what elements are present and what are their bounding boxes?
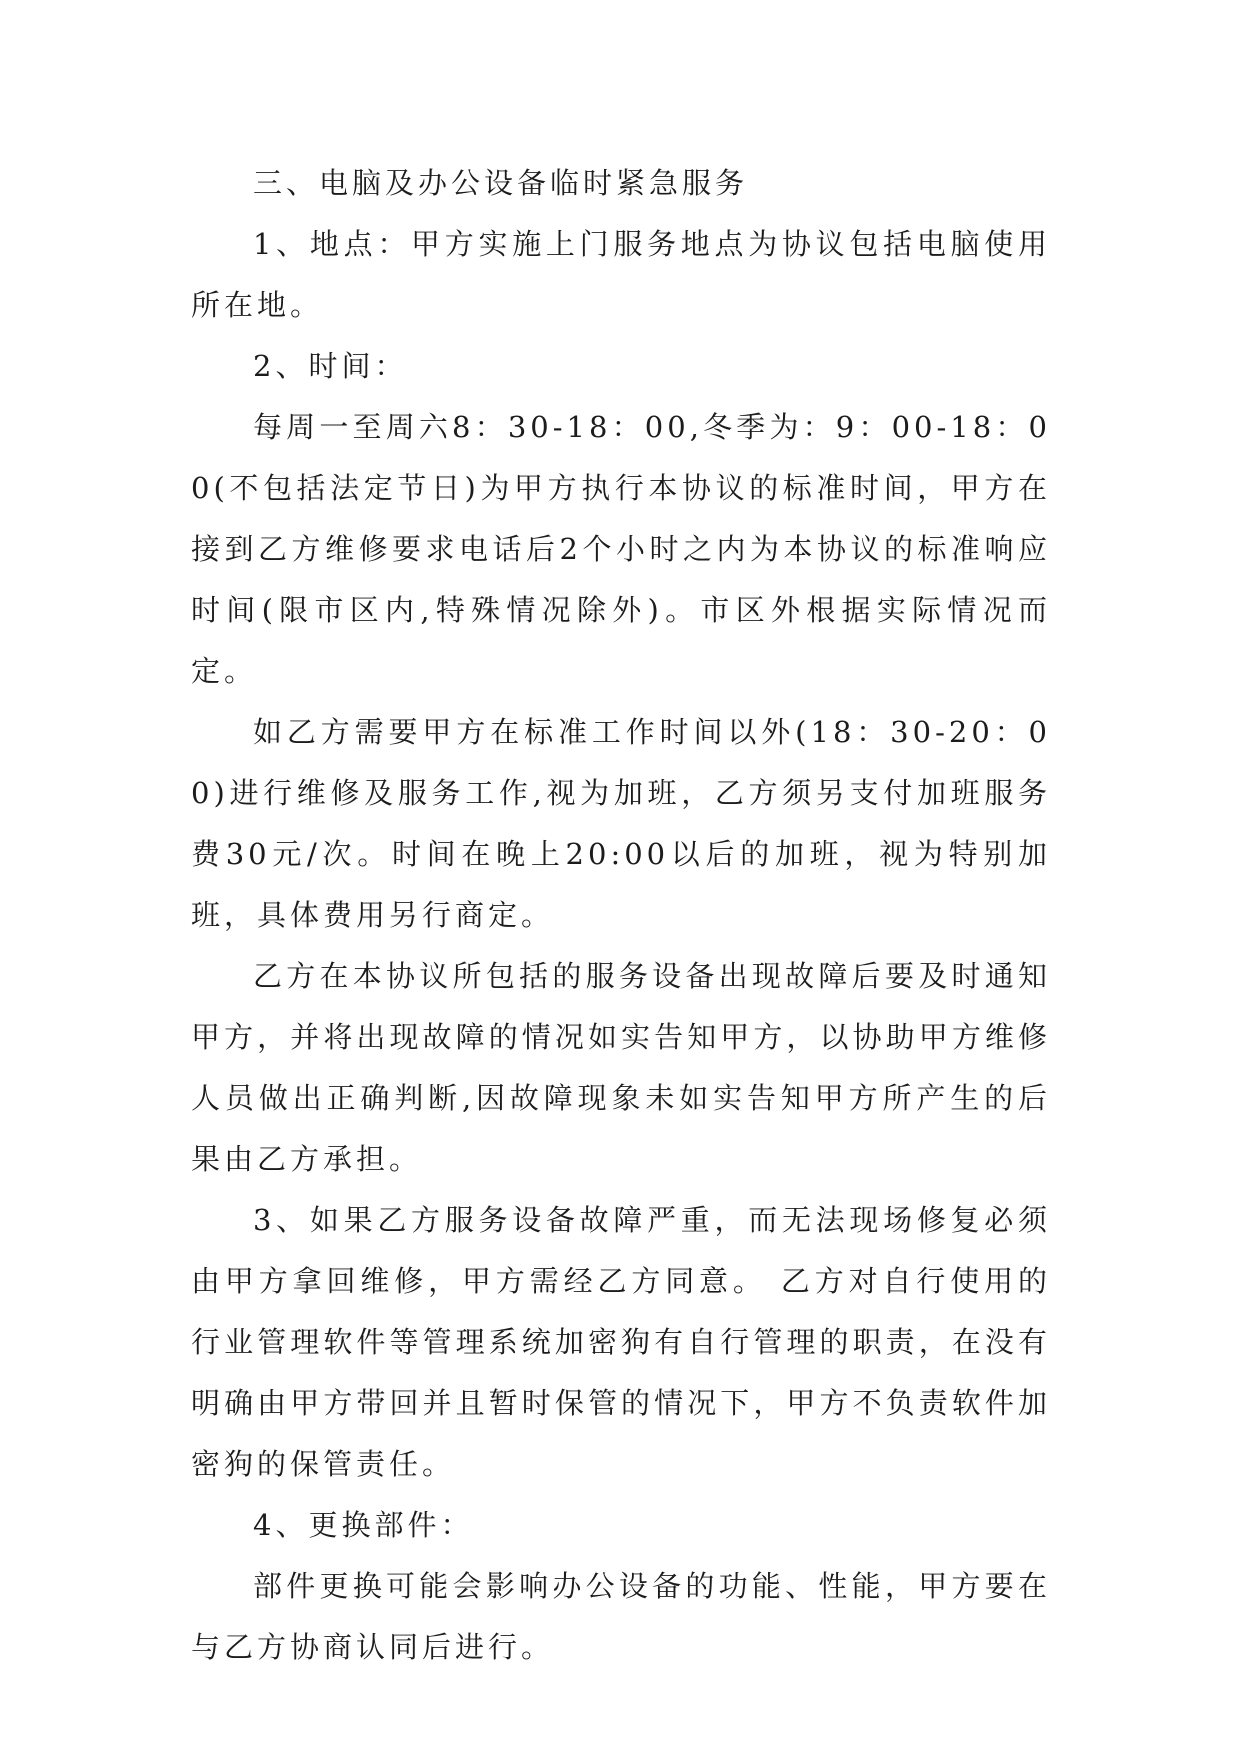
paragraph-overtime: 如乙方需要甲方在标准工作时间以外(18：30-20：00)进行维修及服务工作,视为加班，乙方须另支付加班服务费30元/次。时间在晚上20:00以后的加班，视为特别加班，具体费用另行商定。	[191, 715, 1051, 932]
paragraph-parts-heading: 4、更换部件：	[253, 1508, 474, 1542]
document-body	[191, 153, 1051, 1678]
paragraph-location: 1、地点：甲方实施上门服务地点为协议包括电脑使用所在地。	[191, 227, 1051, 322]
paragraph-repair: 3、如果乙方服务设备故障严重，而无法现场修复必须由甲方拿回维修，甲方需经乙方同意。 乙方对自行使用的行业管理软件等管理系统加密狗有自行管理的职责，在没有明确由甲方带回并且暂时保管的情况下，甲方不负责软件加密狗的保管责任。	[191, 1203, 1051, 1481]
paragraph-time-heading: 2、时间：	[253, 349, 408, 383]
paragraph-schedule: 每周一至周六8：30-18：00,冬季为：9：00-18：00(不包括法定节日)为甲方执行本协议的标准时间，甲方在接到乙方维修要求电话后2个小时之内为本协议的标准响应时间(限市区内,特殊情况除外)。市区外根据实际情况而定。	[191, 410, 1051, 688]
section-heading: 三、电脑及办公设备临时紧急服务	[253, 166, 749, 200]
paragraph-parts: 部件更换可能会影响办公设备的功能、性能，甲方要在与乙方协商认同后进行。	[191, 1569, 1051, 1664]
paragraph-fault-notice: 乙方在本协议所包括的服务设备出现故障后要及时通知甲方，并将出现故障的情况如实告知甲方，以协助甲方维修人员做出正确判断,因故障现象未如实告知甲方所产生的后果由乙方承担。	[191, 959, 1051, 1176]
